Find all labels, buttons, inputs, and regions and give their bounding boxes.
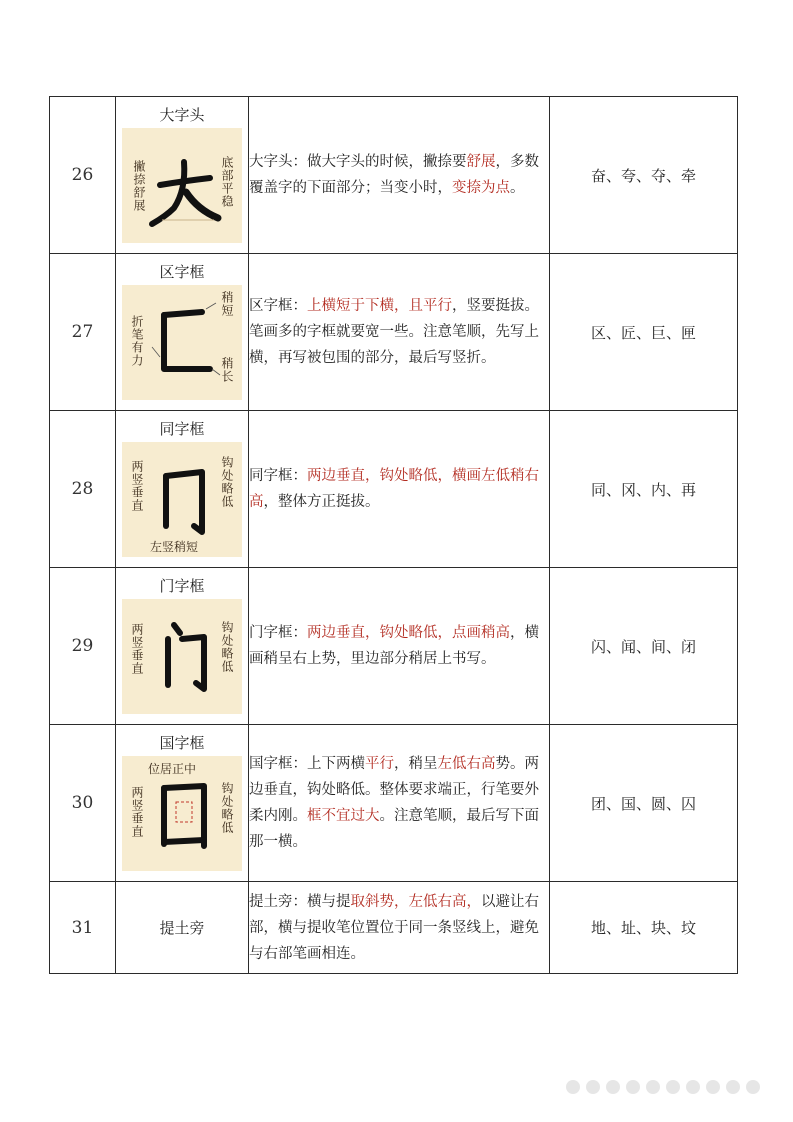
desc-text: 区字框： bbox=[249, 298, 307, 314]
desc-text: 国字框：上下两横 bbox=[249, 756, 365, 772]
row-number: 27 bbox=[50, 254, 116, 411]
calligraphy-card bbox=[122, 599, 242, 714]
table-row bbox=[50, 882, 738, 974]
description bbox=[249, 725, 550, 882]
watermark-dot bbox=[706, 1080, 720, 1094]
watermark-dot bbox=[746, 1080, 760, 1094]
example-chars: 闪、闻、间、闭 bbox=[550, 568, 738, 725]
calligraphy-card bbox=[122, 285, 242, 400]
radical-name: 提土旁 bbox=[159, 918, 205, 937]
left-note: 两竖垂直 bbox=[130, 786, 144, 838]
radical-cell bbox=[116, 568, 249, 725]
watermark-dot bbox=[666, 1080, 680, 1094]
desc-text: 同字框： bbox=[249, 468, 307, 484]
radical-name: 大字头 bbox=[159, 106, 205, 124]
radical-cell bbox=[116, 882, 249, 974]
desc-highlight: 左低右高 bbox=[437, 756, 496, 772]
desc-text: 以避让右部，横与提收笔位置位于同一条竖线上，避免与右部笔画相连。 bbox=[249, 893, 539, 962]
row-number: 28 bbox=[50, 411, 116, 568]
glyph-da-illustration bbox=[122, 128, 242, 243]
desc-text: 提土旁：横与提 bbox=[249, 893, 351, 910]
desc-text: ，整体方正挺拔。 bbox=[263, 494, 380, 510]
desc-highlight: 平行 bbox=[365, 756, 394, 772]
right-note-bottom: 稍长 bbox=[220, 357, 234, 383]
glyph-guo-frame-illustration bbox=[122, 756, 242, 871]
description bbox=[249, 411, 550, 568]
glyph-qu-frame-illustration bbox=[122, 285, 242, 400]
radical-name: 门字框 bbox=[159, 577, 205, 595]
watermark-dot bbox=[626, 1080, 640, 1094]
radical-cell bbox=[116, 254, 249, 411]
bottom-note: 左竖稍短 bbox=[150, 540, 199, 554]
right-note-top: 稍短 bbox=[220, 291, 234, 317]
right-note: 钩处略低 bbox=[220, 456, 234, 508]
table-row bbox=[50, 411, 738, 568]
desc-highlight: 舒展 bbox=[466, 154, 496, 170]
desc-text: ，横画稍呈右上势，里边部分稍居上书写。 bbox=[249, 625, 539, 667]
desc-highlight: 框不宜过大 bbox=[307, 808, 380, 824]
table-row bbox=[50, 254, 738, 411]
desc-text: 势。两边垂直，钩处略低。整体要求端正，行笔要外柔内刚。 bbox=[249, 756, 539, 824]
desc-highlight: 两边垂直，钩处略低，点画稍高 bbox=[307, 625, 510, 641]
row-number: 30 bbox=[50, 725, 116, 882]
left-note: 撇捺舒展 bbox=[132, 160, 146, 212]
radical-cell bbox=[116, 725, 249, 882]
calligraphy-card bbox=[122, 442, 242, 557]
left-note: 折笔有力 bbox=[130, 315, 144, 367]
right-note: 钩处略低 bbox=[220, 782, 234, 834]
desc-text: 门字框： bbox=[249, 625, 307, 641]
desc-text: ，稍呈 bbox=[394, 756, 438, 772]
left-note: 两竖垂直 bbox=[130, 460, 144, 512]
radical-cell bbox=[116, 97, 249, 254]
description bbox=[249, 568, 550, 725]
table-row bbox=[50, 568, 738, 725]
left-note: 两竖垂直 bbox=[130, 623, 144, 675]
radical-cell bbox=[116, 411, 249, 568]
row-number: 29 bbox=[50, 568, 116, 725]
row-number: 31 bbox=[50, 882, 116, 974]
example-chars: 地、址、块、坟 bbox=[550, 882, 738, 974]
description bbox=[249, 97, 550, 254]
top-note: 位居正中 bbox=[148, 762, 197, 776]
desc-highlight: 两边垂直，钩处略低，横画左低稍右高 bbox=[249, 468, 539, 510]
description bbox=[249, 254, 550, 411]
right-note: 钩处略低 bbox=[220, 621, 234, 673]
glyph-men-frame-illustration bbox=[122, 599, 242, 714]
glyph-tong-frame-illustration bbox=[122, 442, 242, 557]
table-row bbox=[50, 725, 738, 882]
radical-name: 国字框 bbox=[159, 734, 205, 752]
table-row bbox=[50, 97, 738, 254]
example-chars: 同、冈、内、再 bbox=[550, 411, 738, 568]
watermark-dot bbox=[686, 1080, 700, 1094]
watermark-dot bbox=[606, 1080, 620, 1094]
desc-text: 。注意笔顺，最后写下面那一横。 bbox=[249, 808, 539, 850]
desc-highlight: 上横短于下横，且平行 bbox=[307, 298, 452, 314]
example-chars: 团、国、圆、囚 bbox=[550, 725, 738, 882]
desc-text: ，竖要挺拔。笔画多的字框就要宽一些。注意笔顺，先写上横，再写被包围的部分，最后写竖折。 bbox=[249, 298, 539, 366]
desc-highlight: 取斜势，左低右高， bbox=[350, 893, 481, 910]
calligraphy-card bbox=[122, 756, 242, 871]
watermark-dot bbox=[566, 1080, 580, 1094]
example-chars: 区、匠、巨、匣 bbox=[550, 254, 738, 411]
radical-name: 区字框 bbox=[159, 263, 205, 281]
radical-name: 同字框 bbox=[159, 420, 205, 438]
watermark-dot bbox=[586, 1080, 600, 1094]
desc-highlight: 变捺为点 bbox=[452, 180, 510, 196]
watermark-dot bbox=[726, 1080, 740, 1094]
right-note: 底部平稳 bbox=[220, 156, 234, 208]
description bbox=[249, 882, 550, 974]
radical-table bbox=[49, 96, 738, 974]
example-chars: 奋、夸、夺、牵 bbox=[550, 97, 738, 254]
watermark-dots bbox=[566, 1074, 766, 1104]
watermark-dot bbox=[646, 1080, 660, 1094]
row-number: 26 bbox=[50, 97, 116, 254]
desc-text: ，多数覆盖字的下面部分；当变小时， bbox=[249, 154, 539, 196]
desc-text: 大字头：做大字头的时候，撇捺要 bbox=[249, 154, 467, 170]
desc-text: 。 bbox=[510, 180, 525, 196]
calligraphy-card bbox=[122, 128, 242, 243]
